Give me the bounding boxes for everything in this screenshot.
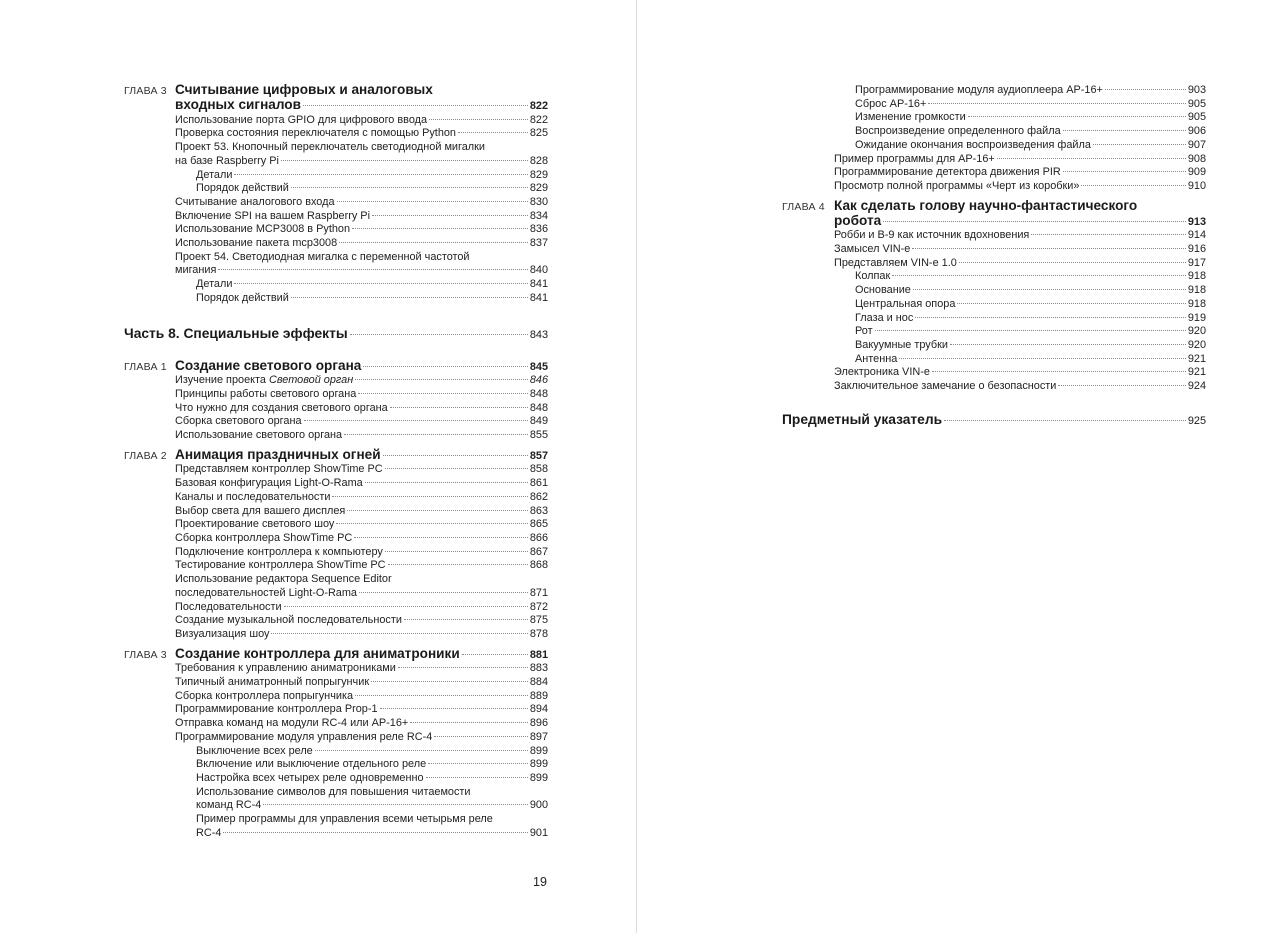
chapter-heading[interactable] <box>124 82 548 114</box>
page-ref: 843 <box>529 328 548 341</box>
toc-entry[interactable]: Включение SPI на вашем Raspberry Pi 834 <box>175 209 548 222</box>
toc-entry[interactable]: Что нужно для создания светового органа 848 <box>175 401 548 414</box>
toc-subentry[interactable]: Изменение громкости 905 <box>855 111 1206 124</box>
page-ref: 913 <box>1187 215 1206 228</box>
toc-subentry[interactable]: Основание 918 <box>855 284 1206 297</box>
toc-subentry[interactable]: Антенна 921 <box>855 352 1206 365</box>
toc-entry[interactable]: Требования к управлению аниматрониками 883 <box>175 662 548 675</box>
toc-subentry[interactable]: Включение или выключение отдельного реле 899 <box>196 758 548 771</box>
page-number: 19 <box>533 875 547 889</box>
toc-entry[interactable]: Сборка контроллера попрыгунчика 889 <box>175 689 548 702</box>
toc-entry[interactable]: Изучение проекта Световой орган 846 <box>175 374 548 387</box>
left-page-toc <box>124 82 548 840</box>
page-gutter <box>636 0 637 933</box>
page-ref: 822 <box>529 100 548 112</box>
chapter-title: Создание светового органа <box>175 357 362 373</box>
toc-entry[interactable]: Использование светового органа 855 <box>175 429 548 442</box>
toc-entry[interactable]: Визуализация шоу 878 <box>175 627 548 640</box>
toc-entry[interactable]: Замысел VIN-e 916 <box>834 243 1206 256</box>
toc-entry[interactable]: Тестирование контроллера ShowTime PC 868 <box>175 559 548 572</box>
toc-entry[interactable]: Принципы работы светового органа 848 <box>175 387 548 400</box>
toc-entry[interactable]: Программирование контроллера Prop-1 894 <box>175 703 548 716</box>
chapter-title-line: робота <box>834 212 882 228</box>
toc-subentry[interactable]: Порядок действий 841 <box>196 291 548 304</box>
toc-entry[interactable]: Использование пакета mcp3008 837 <box>175 237 548 250</box>
chapter-title-line: Считывание цифровых и аналоговых <box>175 82 433 97</box>
chapter-title: Создание контроллера для аниматроники <box>175 645 460 661</box>
chapter-label: ГЛАВА 2 <box>124 449 167 462</box>
chapter-heading[interactable] <box>124 358 548 375</box>
toc-entry[interactable]: Сборка светового органа 849 <box>175 415 548 428</box>
toc-entry[interactable]: Использование MCP3008 в Python 836 <box>175 223 548 236</box>
chapter-label: ГЛАВА 4 <box>782 200 825 213</box>
page-ref: 857 <box>529 449 548 462</box>
toc-subentry[interactable]: Настройка всех четырех реле одновременно 899 <box>196 771 548 784</box>
toc-entry[interactable]: Заключительное замечание о безопасности 924 <box>834 380 1206 393</box>
chapter-label: ГЛАВА 3 <box>124 85 167 97</box>
toc-subentry[interactable]: Вакуумные трубки 920 <box>855 338 1206 351</box>
toc-subentry[interactable]: Рот 920 <box>855 325 1206 338</box>
toc-entry[interactable]: Типичный аниматронный попрыгунчик 884 <box>175 676 548 689</box>
toc-entry[interactable]: Отправка команд на модули RC-4 или AP-16+ 896 <box>175 717 548 730</box>
chapter-heading[interactable] <box>782 198 1206 230</box>
toc-entry[interactable]: Программирование детектора движения PIR 909 <box>834 166 1206 179</box>
page-ref: 845 <box>529 360 548 373</box>
toc-entry[interactable]: Считывание аналогового входа 830 <box>175 195 548 208</box>
chapter-title-line: входных сигналов <box>175 97 301 112</box>
part-heading[interactable] <box>124 326 548 343</box>
part-title: Часть 8. Специальные эффекты <box>124 325 348 341</box>
toc-subentry[interactable]: Пример программы для управления всеми четырьмя реле RC-4 901 <box>196 813 548 839</box>
toc-entry[interactable]: Последовательности 872 <box>175 600 548 613</box>
chapter-heading[interactable] <box>124 646 548 663</box>
toc-entry[interactable]: Каналы и последовательности 862 <box>175 490 548 503</box>
toc-entry[interactable]: Использование порта GPIO для цифрового ввода 822 <box>175 113 548 126</box>
toc-entry[interactable]: Подключение контроллера к компьютеру 867 <box>175 545 548 558</box>
toc-subentry[interactable]: Глаза и нос 919 <box>855 311 1206 324</box>
toc-subentry[interactable]: Сброс AP-16+ 905 <box>855 97 1206 110</box>
toc-entry[interactable]: Электроника VIN-e 921 <box>834 366 1206 379</box>
index-title: Предметный указатель <box>782 411 943 427</box>
index-heading[interactable] <box>782 412 1206 429</box>
chapter-title: Анимация праздничных огней <box>175 446 381 462</box>
toc-entry[interactable]: Пример программы для AP-16+ 908 <box>834 152 1206 165</box>
toc-entry[interactable]: Программирование модуля управления реле RC-4 897 <box>175 730 548 743</box>
chapter-label: ГЛАВА 1 <box>124 360 167 373</box>
page-ref: 881 <box>529 648 548 661</box>
toc-entry[interactable]: Представляем контроллер ShowTime PC 858 <box>175 463 548 476</box>
toc-entry[interactable]: Использование редактора Sequence Editor последовательностей Light-O-Rama 871 <box>175 573 548 599</box>
toc-entry[interactable]: Базовая конфигурация Light-O-Rama 861 <box>175 477 548 490</box>
chapter-title-line: Как сделать голову научно-фантастического <box>834 197 1138 213</box>
toc-subentry[interactable]: Колпак 918 <box>855 270 1206 283</box>
toc-subentry[interactable]: Порядок действий 829 <box>196 182 548 195</box>
toc-subentry[interactable]: Программирование модуля аудиоплеера AP-16+ 903 <box>855 84 1206 96</box>
toc-subentry[interactable]: Детали 841 <box>196 278 548 291</box>
toc-subentry[interactable]: Воспроизведение определенного файла 906 <box>855 125 1206 138</box>
toc-subentry[interactable]: Выключение всех реле 899 <box>196 744 548 757</box>
toc-entry[interactable]: Выбор света для вашего дисплея 863 <box>175 504 548 517</box>
toc-entry[interactable]: Проект 53. Кнопочный переключатель светодиодной мигалки на базе Raspberry Pi 828 <box>175 141 548 167</box>
toc-subentry[interactable]: Использование символов для повышения читаемости команд RC-4 900 <box>196 785 548 812</box>
toc-entry[interactable]: Сборка контроллера ShowTime PC 866 <box>175 531 548 544</box>
toc-entry[interactable]: Робби и B-9 как источник вдохновения 914 <box>834 229 1206 242</box>
chapter-heading[interactable] <box>124 447 548 464</box>
toc-subentry[interactable]: Ожидание окончания воспроизведения файла 907 <box>855 138 1206 151</box>
chapter-label: ГЛАВА 3 <box>124 648 167 661</box>
toc-entry[interactable]: Создание музыкальной последовательности 875 <box>175 614 548 627</box>
right-page-toc <box>782 84 1206 429</box>
toc-subentry[interactable]: Детали 829 <box>196 168 548 181</box>
toc-entry[interactable]: Представляем VIN-e 1.0 917 <box>834 256 1206 269</box>
toc-entry[interactable]: Проект 54. Светодиодная мигалка с переменной частотой мигания 840 <box>175 250 548 277</box>
toc-subentry[interactable]: Центральная опора 918 <box>855 297 1206 310</box>
toc-entry[interactable]: Проверка состояния переключателя с помощью Python 825 <box>175 127 548 140</box>
page-ref: 925 <box>1187 414 1206 427</box>
toc-entry[interactable]: Просмотр полной программы «Черт из коробки» 910 <box>834 179 1206 192</box>
toc-entry[interactable]: Проектирование светового шоу 865 <box>175 518 548 531</box>
